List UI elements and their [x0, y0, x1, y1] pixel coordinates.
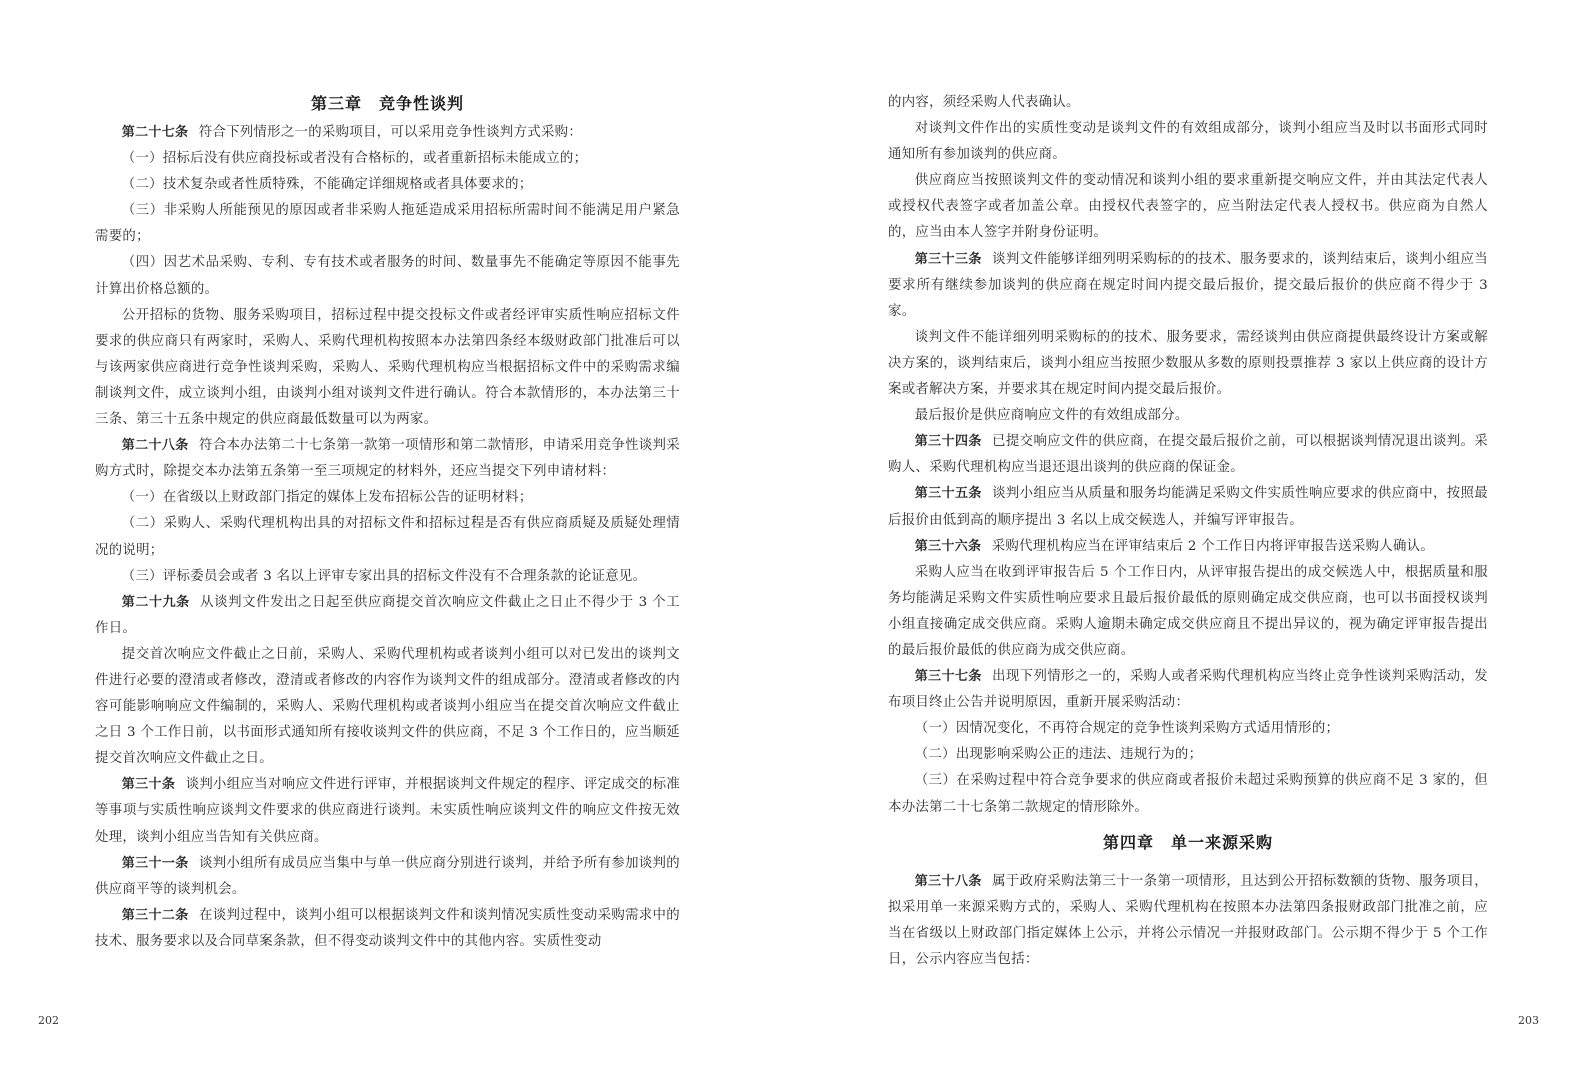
body-paragraph — [95, 485, 680, 511]
paragraph-text: 采购代理机构应当在评审结束后 2 个工作日内将评审报告送采购人确认。 — [991, 538, 1435, 554]
body-paragraph — [888, 560, 1488, 664]
paragraph-text: 谈判小组所有成员应当集中与单一供应商分别进行谈判，并给予所有参加谈判的供应商平等的谈判机会。 — [95, 855, 680, 897]
page-number-left: 202 — [38, 1014, 59, 1027]
paragraph-text: 谈判小组应当从质量和服务均能满足采购文件实质性响应要求的供应商中，按照最后报价由低到高的顺序提出 3 名以上成交候选人，并编写评审报告。 — [888, 486, 1488, 528]
paragraph-text: （三）在采购过程中符合竞争要求的供应商或者报价未超过采购预算的供应商不足 3 家的，但本办法第二十七条第二款规定的情形除外。 — [888, 773, 1488, 815]
paragraph-text: 谈判文件不能详细列明采购标的的技术、服务要求，需经谈判由供应商提供最终设计方案或解决方案的，谈判结束后，谈判小组应当按照少数服从多数的原则投票推荐 3 家以上供应商的设计方案或者解决方案，并要求其在规定时间内提交最后报价。 — [888, 329, 1488, 398]
body-paragraph — [888, 716, 1488, 742]
paragraph-text: 在谈判过程中，谈判小组可以根据谈判文件和谈判情况实质性变动采购需求中的技术、服务要求以及合同草案条款，但不得变动谈判文件中的其他内容。实质性变动 — [95, 907, 680, 949]
body-paragraph — [95, 146, 680, 172]
paragraph-text: 符合下列情形之一的采购项目，可以采用竞争性谈判方式采购： — [198, 125, 583, 140]
article-number: 第二十八条 — [121, 438, 189, 454]
article-paragraph — [95, 120, 680, 146]
paragraph-text: 属于政府采购法第三十一条第一项情形，且达到公开招标数额的货物、服务项目，拟采用单一来源采购方式的，采购人、采购代理机构在按照本办法第四条报财政部门批准之前，应当在省级以上财政部门指定媒体上公示，并将公示情况一并报财政部门。公示期不得少于 5 个工作日，公示内容应当包括： — [888, 873, 1488, 967]
paragraph-text: 公开招标的货物、服务采购项目，招标过程中提交投标文件或者经评审实质性响应招标文件要求的供应商只有两家时，采购人、采购代理机构按照本办法第四条经本级财政部门批准后可以与该两家供应商进行竞争性谈判采购，采购人、采购代理机构应当根据招标文件中的采购需求编制谈判文件，成立谈判小组，由谈判小组对谈判文件进行确认。符合本款情形的，本办法第三十三条、第三十五条中规定的供应商最低数量可以为两家。 — [95, 307, 680, 428]
left-page — [0, 0, 793, 1077]
paragraph-text: （一）因情况变化，不再符合规定的竞争性谈判采购方式适用情形的； — [914, 721, 1340, 737]
body-paragraph — [95, 250, 680, 302]
paragraph-text: （二）采购人、采购代理机构出具的对招标文件和招标过程是否有供应商质疑及质疑处理情况的说明； — [95, 516, 680, 558]
paragraph-text: （三）评标委员会或者 3 名以上评审专家出具的招标文件没有不合理条款的论证意见。 — [121, 568, 647, 584]
body-paragraph — [888, 768, 1488, 820]
right-paragraph-list-2 — [888, 869, 1488, 973]
page-number-right: 203 — [1518, 1014, 1539, 1027]
article-paragraph — [888, 869, 1488, 973]
paragraph-text: （二）技术复杂或者性质特殊，不能确定详细规格或者具体要求的； — [121, 177, 533, 193]
body-paragraph — [888, 168, 1488, 246]
paragraph-text: （一）在省级以上财政部门指定的媒体上发布招标公告的证明材料； — [121, 490, 533, 506]
right-paragraph-list — [888, 116, 1488, 821]
article-paragraph — [95, 851, 680, 903]
article-number: 第三十六条 — [914, 538, 982, 554]
body-paragraph — [95, 198, 680, 250]
paragraph-text: 最后报价是供应商响应文件的有效组成部分。 — [914, 408, 1189, 424]
body-paragraph — [888, 116, 1488, 168]
article-number: 第三十七条 — [914, 669, 982, 685]
paragraph-text: 谈判小组应当对响应文件进行评审，并根据谈判文件规定的程序、评定成交的标准等事项与实质性响应谈判文件要求的供应商进行谈判。未实质性响应谈判文件的响应文件按无效处理，谈判小组应当告知有关供应商。 — [95, 777, 681, 845]
paragraph-text: （四）因艺术品采购、专利、专有技术或者服务的时间、数量事先不能确定等原因不能事先计算出价格总额的。 — [95, 255, 680, 297]
paragraph-text: 供应商应当按照谈判文件的变动情况和谈判小组的要求重新提交响应文件，并由其法定代表人或授权代表签字或者加盖公章。由授权代表签字的，应当附法定代表人授权书。供应商为自然人的，应当由本人签字并附身份证明。 — [888, 173, 1488, 241]
article-paragraph — [95, 903, 680, 955]
article-paragraph — [888, 664, 1488, 716]
body-paragraph — [888, 325, 1488, 403]
paragraph-text: 出现下列情形之一的，采购人或者采购代理机构应当终止竞争性谈判采购活动，发布项目终止公告并说明原因，重新开展采购活动： — [888, 669, 1488, 711]
left-paragraph-list — [95, 120, 680, 955]
paragraph-text: （一）招标后没有供应商投标或者没有合格标的，或者重新招标未能成立的； — [121, 151, 588, 167]
article-number: 第三十二条 — [121, 907, 189, 923]
paragraph-text: （二）出现影响采购公正的违法、违规行为的； — [914, 747, 1203, 763]
body-paragraph — [95, 511, 680, 563]
article-paragraph — [888, 481, 1488, 533]
right-page-text-column — [888, 90, 1488, 973]
body-paragraph — [888, 742, 1488, 768]
left-page-text-column — [95, 92, 680, 955]
body-paragraph — [95, 172, 680, 198]
right-page — [793, 0, 1587, 1077]
chapter-3-heading: 第三章 竞争性谈判 — [310, 94, 464, 113]
article-paragraph — [95, 772, 680, 850]
body-paragraph — [95, 303, 680, 433]
article-number: 第三十八条 — [914, 873, 982, 889]
paragraph-text: 采购人应当在收到评审报告后 5 个工作日内，从评审报告提出的成交候选人中，根据质量和服务均能满足采购文件实质性响应要求且最后报价最低的原则确定成交供应商，也可以书面授权谈判小组直接确定成交供应商。采购人逾期未确定成交供应商且不提出异议的，视为确定评审报告提出的最后报价最低的供应商为成交供应商。 — [888, 564, 1488, 658]
body-paragraph — [95, 564, 680, 590]
paragraph-text: （三）非采购人所能预见的原因或者非采购人拖延造成采用招标所需时间不能满足用户紧急需要的； — [95, 203, 680, 245]
article-paragraph — [888, 429, 1488, 481]
paragraph-text: 提交首次响应文件截止之日前，采购人、采购代理机构或者谈判小组可以对已发出的谈判文件进行必要的澄清或者修改，澄清或者修改的内容作为谈判文件的组成部分。澄清或者修改的内容可能影响响应文件编制的，采购人、采购代理机构或者谈判小组应当在提交首次响应文件截止之日 3 个工作日前，以书面形式通知所有接收谈判文件的供应商，不足 3 个工作日的，应当顺延提交首次响应文件截止之日。 — [95, 646, 680, 767]
article-number: 第二十九条 — [121, 594, 190, 610]
chapter-4-heading: 第四章 单一来源采购 — [1102, 832, 1273, 852]
continuation-line: 的内容，须经采购人代表确认。 — [888, 95, 1080, 110]
article-paragraph — [95, 433, 680, 485]
article-paragraph — [888, 247, 1488, 325]
paragraph-text: 谈判文件能够详细列明采购标的的技术、服务要求的，谈判结束后，谈判小组应当要求所有继续参加谈判的供应商在规定时间内提交最后报价，提交最后报价的供应商不得少于 3 家。 — [888, 251, 1488, 319]
body-paragraph — [95, 642, 680, 772]
body-paragraph — [888, 403, 1488, 429]
article-number: 第三十五条 — [914, 486, 982, 502]
article-number: 第三十一条 — [121, 855, 189, 871]
article-number: 第三十四条 — [914, 434, 982, 450]
article-number: 第三十条 — [121, 777, 176, 793]
paragraph-text: 对谈判文件作出的实质性变动是谈判文件的有效组成部分，谈判小组应当及时以书面形式同时通知所有参加谈判的供应商。 — [888, 121, 1488, 163]
article-number: 第三十三条 — [914, 251, 982, 267]
paragraph-text: 已提交响应文件的供应商，在提交最后报价之前，可以根据谈判情况退出谈判。采购人、采购代理机构应当退还退出谈判的供应商的保证金。 — [888, 434, 1488, 476]
article-paragraph — [95, 590, 680, 642]
article-paragraph — [888, 534, 1488, 560]
paragraph-text: 从谈判文件发出之日起至供应商提交首次响应文件截止之日止不得少于 3 个工作日。 — [95, 594, 680, 636]
paragraph-text: 符合本办法第二十七条第一款第一项情形和第二款情形，申请采用竞争性谈判采购方式时，除提交本办法第五条第一至三项规定的材料外，还应当提交下列申请材料： — [95, 438, 680, 480]
article-number: 第二十七条 — [121, 125, 189, 140]
